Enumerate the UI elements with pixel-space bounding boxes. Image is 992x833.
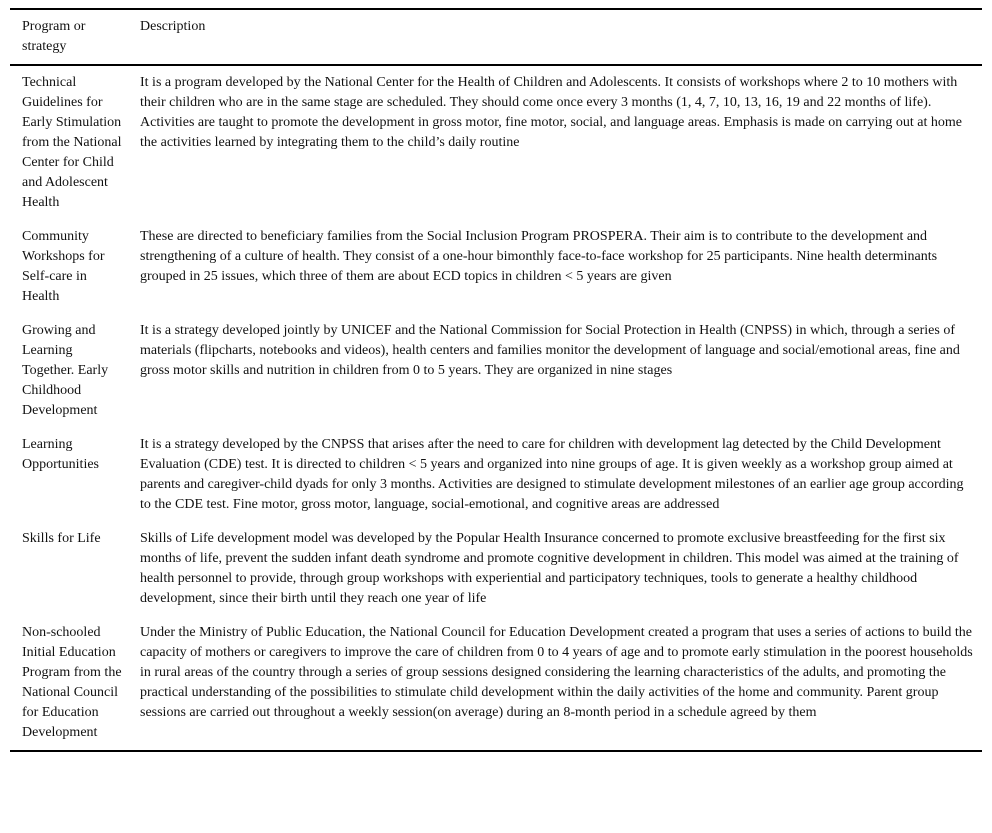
description-cell: Skills of Life development model was developed by the Popular Health Insurance concerned to promote exclusive breastfeeding for the first six months of life, prevent the sudden infant death syndrome and promote cognitive development in children. This model was aimed at the training of health personnel to provide, through group workshops with experiential and participatory techniques, tools to generate a healthy childhood development, since their birth until they reach one year of life xyxy=(140,531,959,606)
program-cell: Learning Opportunities xyxy=(22,437,99,472)
table-row xyxy=(10,616,982,751)
table-body xyxy=(10,65,982,751)
description-cell: Under the Ministry of Public Education, the National Council for Education Development created a program that uses a series of actions to build the capacity of mothers or caregivers to improve the care of children from 0 to 4 years of age and to promote early stimulation in the poorest households in rural areas of the country through a series of group sessions designed considering the learning characteristics of the adults, and promoting the practical understanding of the possibilities to stimulate child development within the daily activities of the home and community. Parent group sessions are carried out throughout a weekly session(on average) during an 8-month period in a schedule agreed by them xyxy=(140,625,973,720)
description-cell: It is a strategy developed by the CNPSS that arises after the need to care for children with development lag detected by the Child Development Evaluation (CDE) test. It is directed to children < 5 years and organized into nine groups of age. It is given weekly as a workshop group aimed at parents and caregiver-child dyads for only 3 months. Activities are designed to stimulate development milestones of an earlier age group according to the CDE test. Fine motor, gross motor, language, social-emotional, and cognitive areas are addressed xyxy=(140,437,964,512)
table-row xyxy=(10,314,982,428)
program-cell: Non-schooled Initial Education Program from the National Council for Education Development xyxy=(22,625,122,740)
program-cell: Skills for Life xyxy=(22,531,101,546)
description-cell: It is a program developed by the National Center for the Health of Children and Adolescents. It consists of workshops where 2 to 10 mothers with their children who are in the same stage are scheduled. They should come once every 3 months (1, 4, 7, 10, 13, 16, 19 and 22 months of life). Activities are taught to promote the development in gross motor, fine motor, social, and language areas. Emphasis is made on carrying out at home the activities learned by integrating them to the child’s daily routine xyxy=(140,75,962,150)
header-description: Description xyxy=(140,19,206,34)
table-row xyxy=(10,220,982,314)
header-program-or-strategy: Program or strategy xyxy=(22,19,86,54)
table-row xyxy=(10,522,982,616)
program-cell: Growing and Learning Together. Early Childhood Development xyxy=(22,323,109,418)
header-row xyxy=(10,9,982,65)
program-cell: Technical Guidelines for Early Stimulation from the National Center for Child and Adolescent Health xyxy=(22,75,122,210)
table-row xyxy=(10,65,982,220)
description-cell: It is a strategy developed jointly by UNICEF and the National Commission for Social Protection in Health (CNPSS) in which, through a series of materials (flipcharts, notebooks and videos), health centers and families monitor the development of language and social/emotional areas, fine and gross motor skills and nutrition in children from 0 to 5 years. They are organized in nine stages xyxy=(140,323,960,378)
table-row xyxy=(10,428,982,522)
program-cell: Community Workshops for Self-care in Health xyxy=(22,229,105,304)
description-cell: These are directed to beneficiary families from the Social Inclusion Program PROSPERA. Their aim is to contribute to the development and strengthening of a culture of health. They consist of a one-hour bimonthly face-to-face workshop for 25 participants. Nine health determinants grouped in 25 issues, which three of them are about ECD topics in children < 5 years are given xyxy=(140,229,938,284)
programs-table xyxy=(10,8,982,752)
table-header xyxy=(10,9,982,65)
